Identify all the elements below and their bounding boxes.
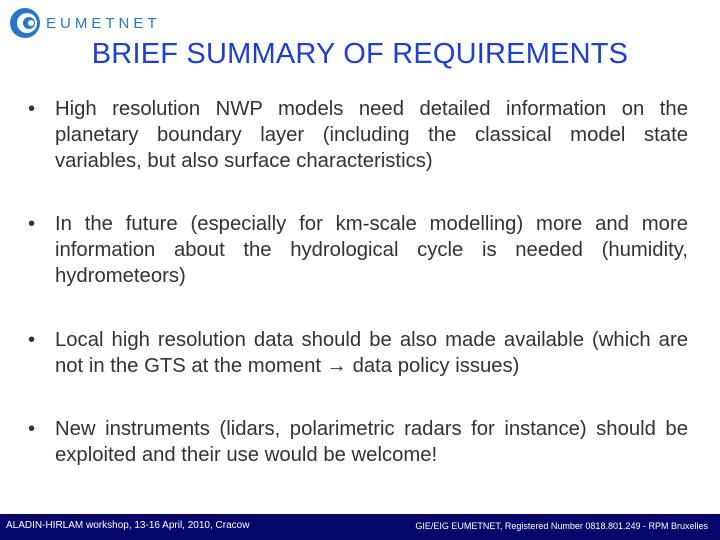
bullet-text: In the future (especially for km-scale modelling) more and more information about the hydrological cycle is needed (humidity, hydrometeors) — [55, 213, 688, 287]
bullet-item — [28, 416, 688, 468]
bullet-marker: • — [28, 329, 36, 351]
bullet-item — [28, 211, 688, 289]
bullet-item — [28, 96, 688, 174]
bullet-text: New instruments (lidars, polarimetric radars for instance) should be exploited and their use would be welcome! — [55, 418, 688, 466]
eumetnet-logo-icon — [8, 6, 42, 40]
bullet-marker: • — [28, 98, 36, 120]
logo-text: EUMETNET — [46, 14, 161, 32]
bullet-text: High resolution NWP models need detailed information on the planetary boundary layer (including the classical model state variables, but also surface characteristics) — [55, 98, 688, 172]
footer-workshop-info: ALADIN-HIRLAM workshop, 13-16 April, 2010, Cracow — [6, 520, 250, 531]
bullet-text: Local high resolution data should be also made available (which are not in the GTS at the moment → data policy issues) — [55, 329, 688, 377]
bullet-marker: • — [28, 418, 36, 440]
bullet-list — [28, 96, 688, 468]
slide-title: BRIEF SUMMARY OF REQUIREMENTS — [91, 38, 629, 70]
bullet-item — [28, 327, 688, 379]
eumetnet-logo — [8, 6, 161, 40]
footer-bar — [0, 514, 720, 540]
bullet-marker: • — [28, 213, 36, 235]
footer-registration-info: GIE/EIG EUMETNET, Registered Number 0818.801.249 - RPM Bruxelles — [415, 521, 708, 531]
